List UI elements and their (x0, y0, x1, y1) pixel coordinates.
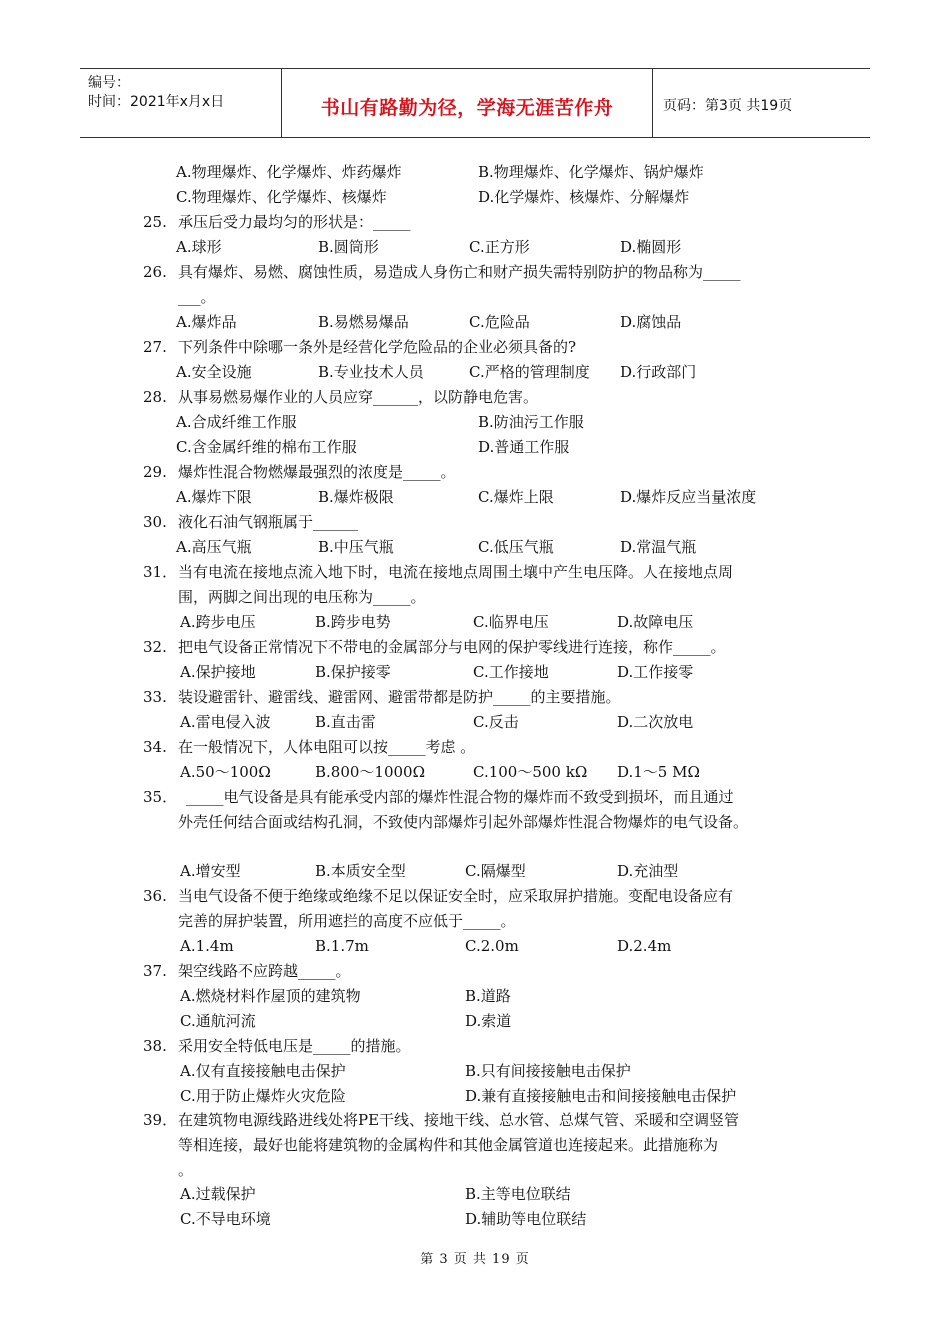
question-number: 38. (143, 1037, 167, 1055)
question-text-line: C.物理爆炸、化学爆炸、核爆炸 (176, 188, 387, 206)
question-text-line: 架空线路不应跨越_____。 (178, 962, 351, 980)
question-text-line: C.反击 (473, 713, 519, 731)
question-text-line: D.1～5 MΩ (617, 763, 700, 781)
question-text-line: D.化学爆炸、核爆炸、分解爆炸 (478, 188, 690, 206)
question-text-line: B.只有间接接触电击保护 (465, 1062, 631, 1080)
question-text-line: D.行政部门 (620, 363, 697, 381)
question-text-line: 采用安全特低电压是_____的措施。 (178, 1037, 411, 1055)
question-text-line: A.高压气瓶 (176, 538, 252, 556)
question-text-line: B.跨步电势 (315, 613, 391, 631)
question-text-line: 围，两脚之间出现的电压称为_____。 (178, 588, 426, 606)
question-text-line: C.不导电环境 (180, 1210, 271, 1228)
question-text-line: C.严格的管理制度 (469, 363, 590, 381)
question-text-line: 当电气设备不便于绝缘或绝缘不足以保证安全时，应采取屏护措施。变配电设备应有 (178, 887, 734, 905)
question-text-line: D.常温气瓶 (620, 538, 697, 556)
question-text-line: 完善的屏护装置，所用遮拦的高度不应低于_____。 (178, 912, 516, 930)
question-number: 37. (143, 962, 167, 980)
question-text-line: C.隔爆型 (465, 862, 526, 880)
question-text-line: 等相连接，最好也能将建筑物的金属构件和其他金属管道也连接起来。此措施称为 (178, 1136, 719, 1154)
question-text-line: 下列条件中除哪一条外是经营化学危险品的企业必须具备的? (178, 338, 577, 356)
question-text-line: D.工作接零 (617, 663, 694, 681)
question-text-line: A.50～100Ω (180, 763, 271, 781)
question-text-line: A.1.4m (180, 937, 234, 955)
question-text-line: A.保护接地 (180, 663, 256, 681)
question-number: 36. (143, 887, 167, 905)
question-text-line: C.用于防止爆炸火灾危险 (180, 1087, 346, 1105)
question-text-line: 把电气设备正常情况下不带电的金属部分与电网的保护零线进行连接，称作_____。 (178, 638, 726, 656)
question-text-line: A.合成纤维工作服 (176, 413, 297, 431)
question-text-line: C.临界电压 (473, 613, 549, 631)
question-number: 28. (143, 388, 167, 406)
question-number: 39． (143, 1111, 178, 1129)
question-number: 31． (143, 563, 178, 581)
question-text-line: A.雷电侵入波 (180, 713, 271, 731)
question-text-line: B.易燃易爆品 (318, 313, 409, 331)
header-page-number: 页码：第3页 共19页 (663, 98, 793, 114)
question-text-line: D.二次放电 (617, 713, 694, 731)
question-text-line: A.爆炸下限 (176, 488, 252, 506)
question-text-line: D.腐蚀品 (620, 313, 682, 331)
question-text-line: C.正方形 (469, 238, 530, 256)
question-text-line: C.低压气瓶 (478, 538, 554, 556)
question-text-line: 在建筑物电源线路进线处将PE干线、接地干线、总水管、总煤气管、采暖和空调竖管 (178, 1111, 740, 1129)
question-text-line: B.专业技术人员 (318, 363, 424, 381)
question-text-line: 在一般情况下，人体电阻可以按_____考虑 。 (178, 738, 476, 756)
question-text-line: B.直击雷 (315, 713, 376, 731)
question-text-line: 液化石油气钢瓶属于______ (178, 513, 359, 531)
question-text-line: 。 (178, 1161, 194, 1179)
question-text-line: A.球形 (176, 238, 222, 256)
question-text-line: B.爆炸极限 (318, 488, 394, 506)
question-text-line: B.800～1000Ω (315, 763, 426, 781)
question-text-line: C.100～500 kΩ (473, 763, 588, 781)
question-text-line: 爆炸性混合物燃爆最强烈的浓度是_____。 (178, 463, 456, 481)
question-text-line: A.仅有直接接触电击保护 (180, 1062, 346, 1080)
question-number: 34. (143, 738, 167, 756)
document-time-label: 时间：2021年x月x日 (88, 94, 225, 110)
question-text-line: D.索道 (465, 1012, 512, 1030)
document-code-label: 编号： (88, 75, 130, 91)
question-text-line: C.2.0m (465, 937, 519, 955)
question-text-line: B.保护接零 (315, 663, 391, 681)
question-text-line: 承压后受力最均匀的形状是：_____ (178, 213, 411, 231)
question-text-line: B.本质安全型 (315, 862, 406, 880)
question-text-line: B.圆筒形 (318, 238, 379, 256)
question-text-line: B.中压气瓶 (318, 538, 394, 556)
question-text-line: D.故障电压 (617, 613, 694, 631)
question-text-line: A.跨步电压 (180, 613, 256, 631)
question-text-line: B.1.7m (315, 937, 369, 955)
question-text-line: C.通航河流 (180, 1012, 256, 1030)
question-text-line: 从事易燃易爆作业的人员应穿______，以防静电危害。 (178, 388, 539, 406)
question-text-line: A.爆炸品 (176, 313, 237, 331)
question-text-line: 具有爆炸、易燃、腐蚀性质，易造成人身伤亡和财产损失需特别防护的物品称为_____ (178, 263, 741, 281)
question-number: 29. (143, 463, 167, 481)
question-number: 33. (143, 688, 167, 706)
question-text-line: ___。 (178, 288, 216, 306)
question-text-line: 装设避雷针、避雷线、避雷网、避雷带都是防护_____的主要措施。 (178, 688, 621, 706)
question-text-line: D.爆炸反应当量浓度 (620, 488, 757, 506)
header-motto: 书山有路勤为径，学海无涯苦作舟 (320, 97, 614, 119)
question-text-line: 当有电流在接地点流入地下时，电流在接地点周围土壤中产生电压降。人在接地点周 (178, 563, 734, 581)
question-text-line: B.物理爆炸、化学爆炸、锅炉爆炸 (478, 163, 704, 181)
question-number: 25. (143, 213, 167, 231)
question-text-line: D.2.4m (617, 937, 672, 955)
question-text-line: B.主等电位联结 (465, 1185, 571, 1203)
question-text-line: C.含金属纤维的棉布工作服 (176, 438, 357, 456)
question-text-line: D.椭圆形 (620, 238, 682, 256)
question-text-line: D.辅助等电位联结 (465, 1210, 587, 1228)
question-number: 35． (143, 788, 178, 806)
question-number: 32. (143, 638, 167, 656)
question-text-line: C.危险品 (469, 313, 530, 331)
question-text-line: A.物理爆炸、化学爆炸、炸药爆炸 (176, 163, 402, 181)
question-text-line: A.增安型 (180, 862, 241, 880)
question-text-line: B.防油污工作服 (478, 413, 584, 431)
question-text-line: A.安全设施 (176, 363, 252, 381)
question-number: 27. (143, 338, 167, 356)
question-number: 26. (143, 263, 167, 281)
question-text-line: A.过载保护 (180, 1185, 256, 1203)
question-text-line: A.燃烧材料作屋顶的建筑物 (180, 987, 361, 1005)
question-number: 30. (143, 513, 167, 531)
question-text-line: B.道路 (465, 987, 511, 1005)
question-text-line: C.爆炸上限 (478, 488, 554, 506)
question-text-line: D.普通工作服 (478, 438, 570, 456)
question-text-line: D.兼有直接接触电击和间接接触电击保护 (465, 1087, 737, 1105)
question-text-line: 外壳任何结合面或结构孔洞，不致使内部爆炸引起外部爆炸性混合物爆炸的电气设备。 (178, 813, 749, 831)
question-text-line: _____电气设备是具有能承受内部的爆炸性混合物的爆炸而不致受到损坏，而且通过 (186, 788, 734, 806)
question-text-line: D.充油型 (617, 862, 679, 880)
question-text-line: C.工作接地 (473, 663, 549, 681)
page-footer: 第 3 页 共 19 页 (420, 1252, 530, 1267)
